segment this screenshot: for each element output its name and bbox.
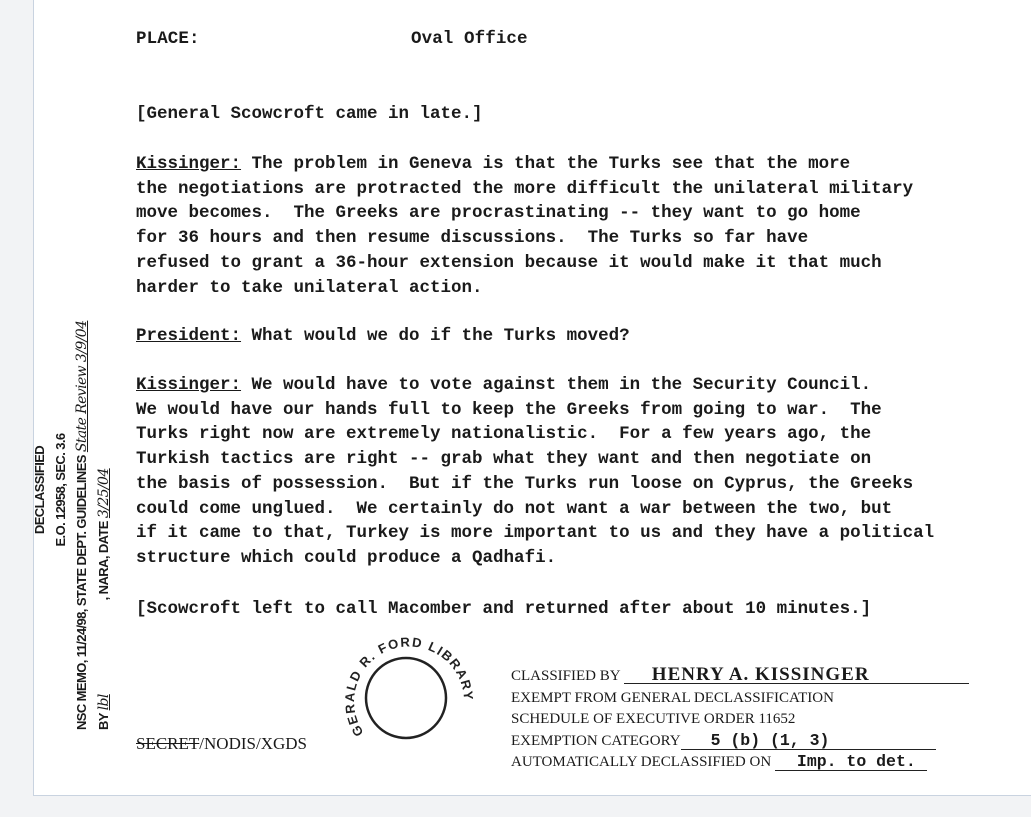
classified-by-value: HENRY A. KISSINGER <box>624 667 969 684</box>
paragraph <box>136 102 483 127</box>
text-line <box>136 472 934 497</box>
declassification-stamp <box>24 250 119 730</box>
place-label: PLACE: <box>136 29 200 49</box>
handwritten-review: State Review 3/9/04 <box>73 320 90 453</box>
line-text: harder to take unilateral action. <box>136 277 483 298</box>
place-value: Oval Office <box>411 29 528 49</box>
line-text: Turkish tactics are right -- grab what they want and then negotiate on <box>136 449 872 470</box>
category-label: EXEMPTION CATEGORY <box>511 732 681 749</box>
paragraph <box>136 597 871 622</box>
line-text: if it came to that, Turkey is more important to us and they have a political <box>136 523 935 544</box>
handwritten-initials: lbl <box>95 694 112 711</box>
classification-block <box>511 666 969 774</box>
text-line <box>136 251 913 276</box>
paragraph <box>136 152 913 300</box>
stamp-line-1: DECLASSIFIED <box>31 445 47 535</box>
classified-by-label: CLASSIFIED BY <box>511 668 621 684</box>
text-line <box>136 276 913 301</box>
speaker-name: Kissinger: <box>136 154 242 174</box>
line-text: We would have to vote against them in the Security Council. <box>241 375 872 395</box>
line-text: the basis of possession. But if the Turks run loose on Cyprus, the Greeks <box>136 473 914 494</box>
svg-text:GERALD R. FORD LIBRARY <box>342 634 476 739</box>
seal-text: GERALD R. FORD LIBRARY <box>341 634 477 740</box>
text-line <box>136 324 630 349</box>
text-line <box>136 422 934 447</box>
stamp-nara: , NARA, DATE <box>95 521 111 601</box>
classification-marking <box>136 734 307 754</box>
line-text: structure which could produce a Qadhafi. <box>136 547 557 568</box>
speaker-name: Kissinger: <box>136 375 242 395</box>
category-value: 5 (b) (1, 3) <box>681 733 936 750</box>
auto-declass-label: AUTOMATICALLY DECLASSIFIED ON <box>511 754 772 770</box>
text-line <box>136 447 934 472</box>
text-line <box>136 226 913 251</box>
paragraph <box>136 324 630 349</box>
line-text: The problem in Geneva is that the Turks see that the more <box>241 154 851 174</box>
line-text: for 36 hours and then resume discussions. The Turks so far have <box>136 228 809 249</box>
schedule-line: SCHEDULE OF EXECUTIVE ORDER 11652 <box>511 711 796 727</box>
text-line <box>136 398 934 423</box>
text-line <box>136 152 913 177</box>
auto-declass-value: Imp. to det. <box>775 754 927 771</box>
line-text: What would we do if the Turks moved? <box>241 326 630 346</box>
stamp-line-2: E.O. 12958, SEC. 3.6 <box>52 433 68 547</box>
text-line <box>136 102 483 127</box>
library-seal <box>334 628 484 768</box>
line-text: refused to grant a 36-hour extension because it would make it that much <box>136 252 882 273</box>
text-line <box>136 201 913 226</box>
paragraph <box>136 373 934 571</box>
marking-rest: /NODIS/XGDS <box>199 734 307 753</box>
line-text: move becomes. The Greeks are procrastinating -- they want to go home <box>136 203 861 224</box>
line-text: [General Scowcroft came in late.] <box>136 104 483 124</box>
line-text: We would have our hands full to keep the Greeks from going to war. The <box>136 399 882 420</box>
document-page <box>33 0 1031 796</box>
line-text: [Scowcroft left to call Macomber and returned after about 10 minutes.] <box>136 599 872 619</box>
stamp-by: BY <box>95 713 111 730</box>
text-line <box>136 521 934 546</box>
text-line <box>136 546 934 571</box>
line-text: the negotiations are protracted the more difficult the unilateral military <box>136 178 914 199</box>
handwritten-date: 3/25/04 <box>95 468 112 519</box>
line-text: Turks right now are extremely nationalistic. For a few years ago, the <box>136 424 872 445</box>
text-line <box>136 597 871 622</box>
struck-secret: SECRET <box>136 734 200 753</box>
stamp-line-3: NSC MEMO, 11/24/98, STATE DEPT. GUIDELINES <box>73 455 89 730</box>
text-line <box>136 497 934 522</box>
line-text: could come unglued. We certainly do not want a war between the two, but <box>136 498 893 519</box>
text-line <box>136 177 913 202</box>
exempt-line: EXEMPT FROM GENERAL DECLASSIFICATION <box>511 689 834 706</box>
speaker-name: President: <box>136 326 242 346</box>
text-line <box>136 373 934 398</box>
